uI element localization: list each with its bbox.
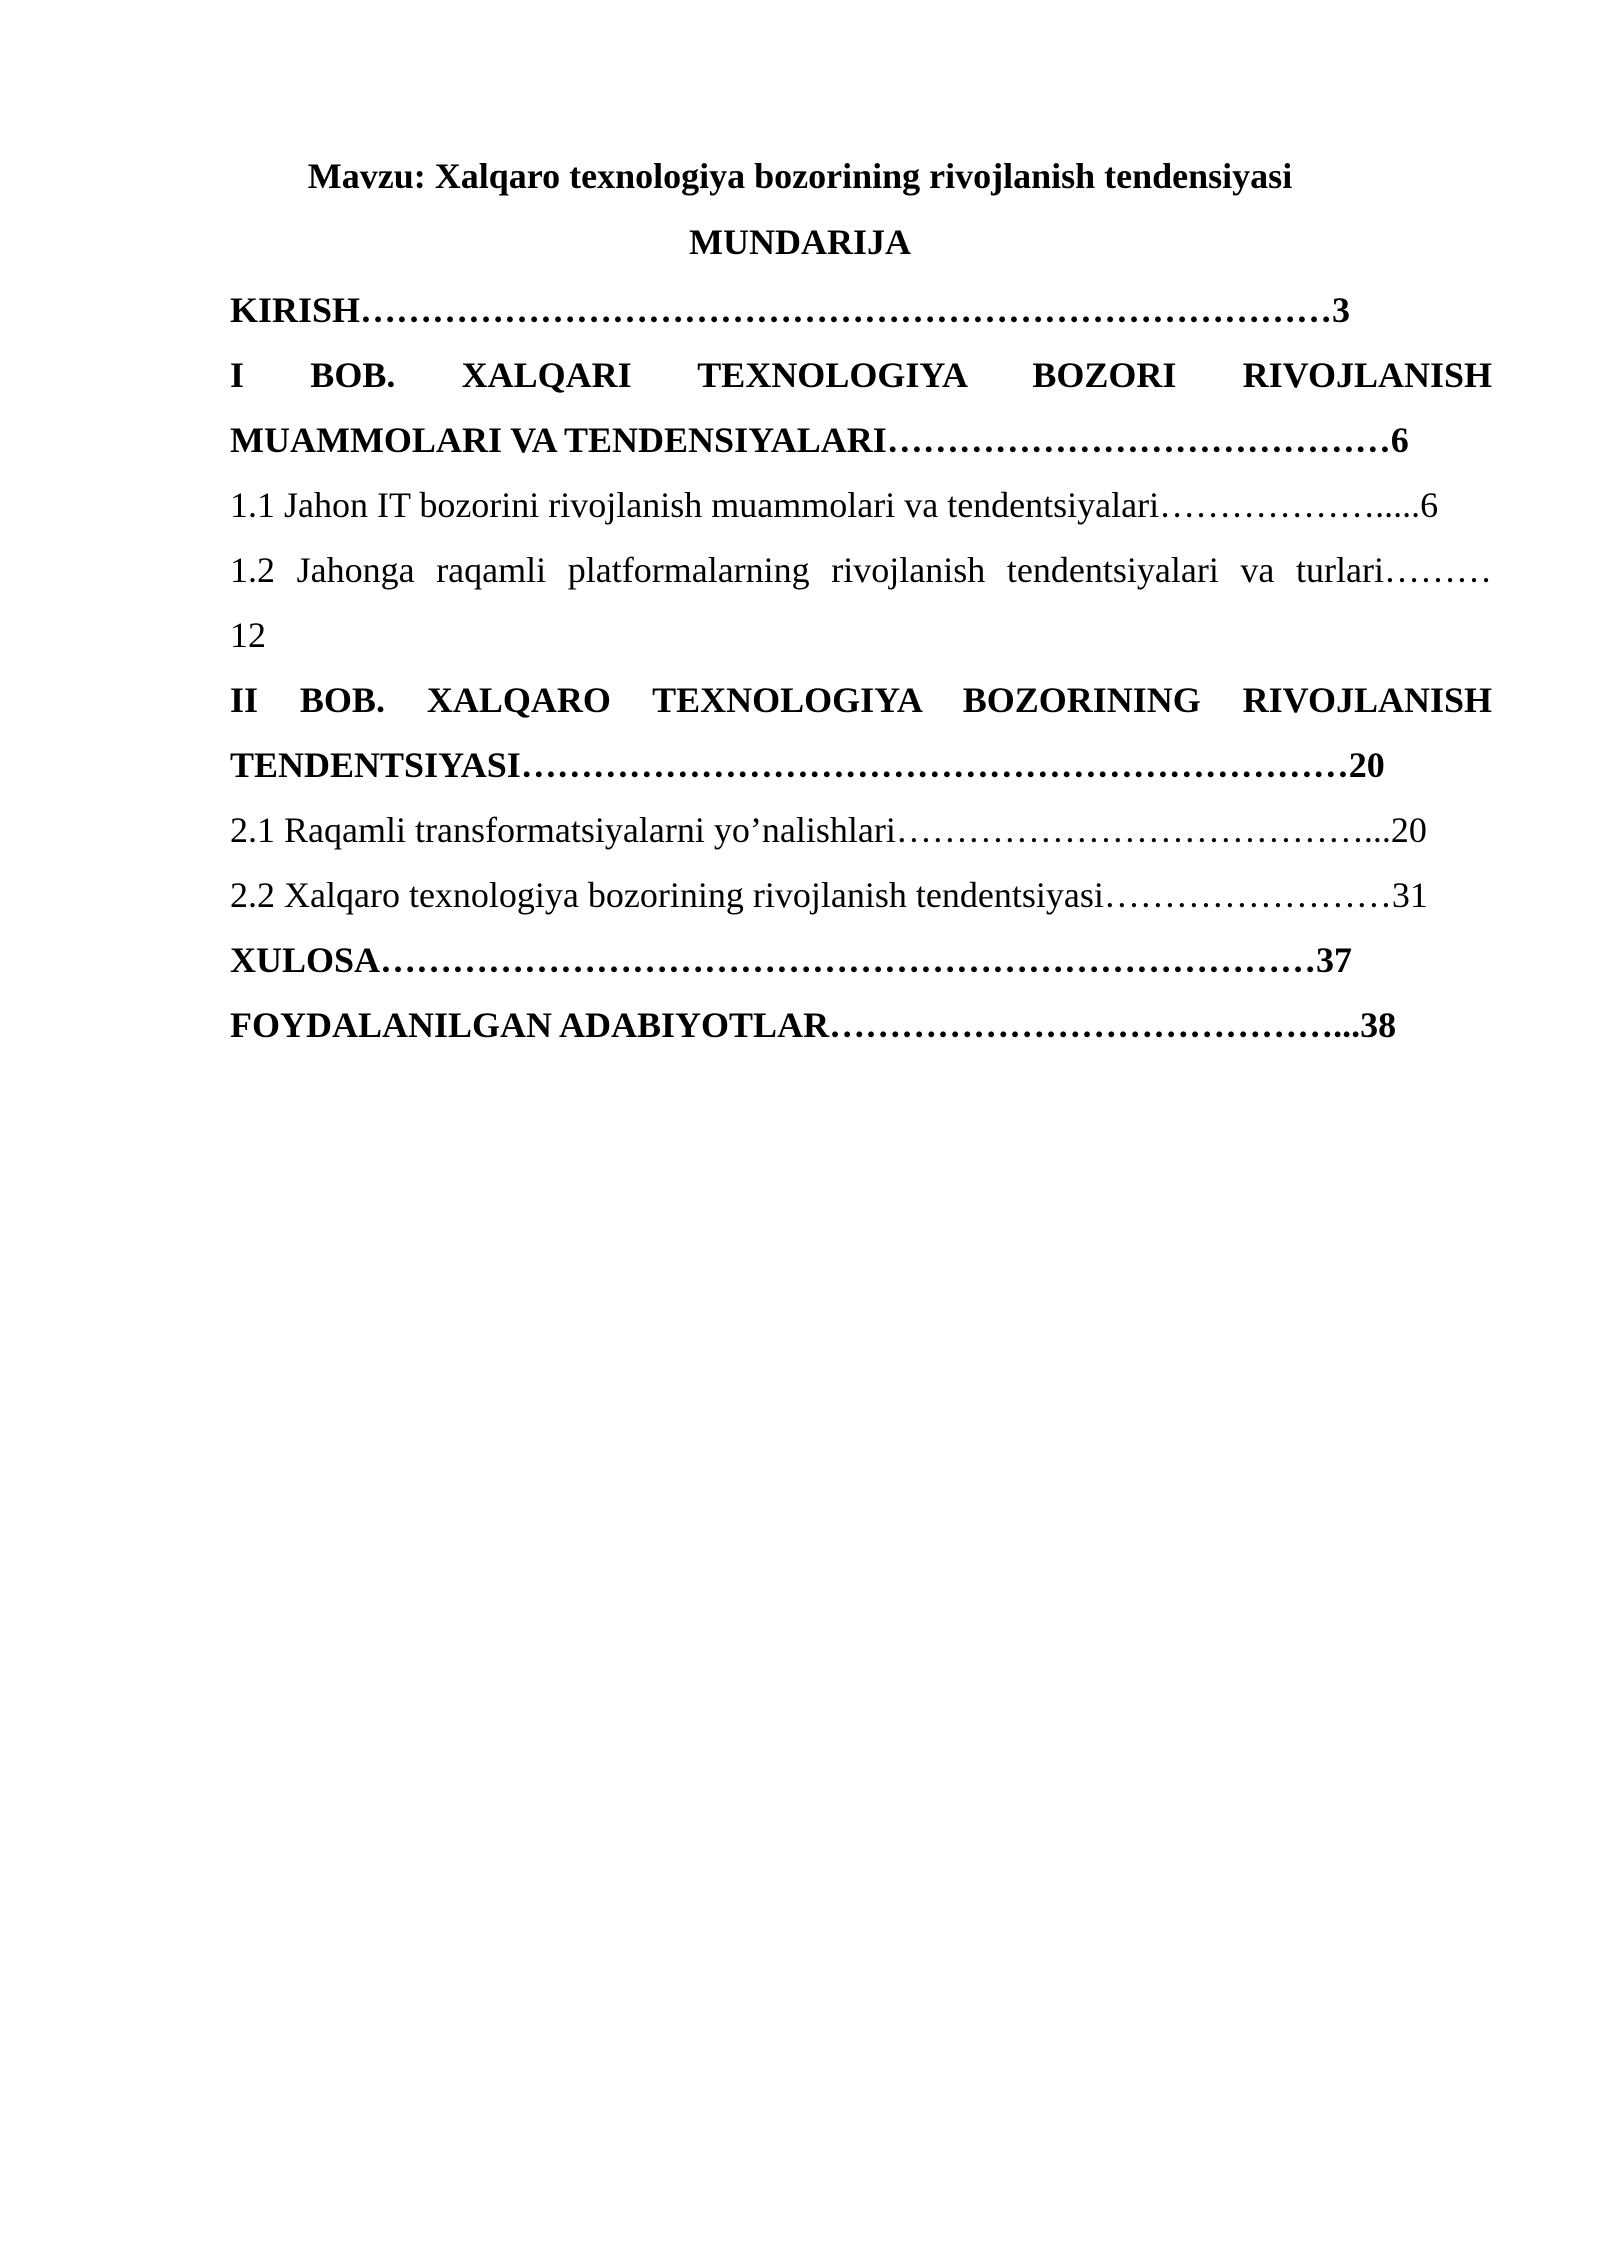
toc-entry-1-2-line2: 12 (230, 615, 266, 655)
toc-entry-2-1: 2.1 Raqamli transformatsiyalarni yo’nalishlari…………………………………...20 (230, 810, 1427, 850)
toc-entry-bob2-line1: II BOB. XALQARO TEXNOLOGIYA BOZORINING RIVOJLANISH (230, 680, 1492, 720)
toc-entry-kirish: KIRISH………………………………………………………………………3 (230, 290, 1351, 330)
toc-entry-bob1-line1: I BOB. XALQARI TEXNOLOGIYA BOZORI RIVOJLANISH (230, 355, 1492, 395)
toc-entry-xulosa: XULOSA……………………………………………………………………37 (230, 940, 1353, 980)
toc-entry-1-2-line1: 1.2 Jahonga raqamli platformalarning rivojlanish tendentsiyalari va turlari……… (230, 550, 1492, 590)
toc-entry-1-1: 1.1 Jahon IT bozorini rivojlanish muammolari va tendentsiyalari……………….....6 (230, 485, 1439, 525)
toc-entry-adabiyotlar: FOYDALANILGAN ADABIYOTLAR……………………………………...38 (230, 1005, 1397, 1045)
toc-entry-bob1-line2: MUAMMOLARI VA TENDENSIYALARI……………………………………6 (230, 420, 1409, 460)
toc-heading: MUNDARIJA (689, 222, 911, 262)
toc-entry-bob2-line2: TENDENTSIYASI……………………………………………………………20 (230, 745, 1385, 785)
document-topic: Mavzu: Xalqaro texnologiya bozorining rivojlanish tendensiyasi (307, 156, 1293, 196)
toc-entry-2-2: 2.2 Xalqaro texnologiya bozorining rivojlanish tendentsiyasi……………………31 (230, 875, 1428, 915)
